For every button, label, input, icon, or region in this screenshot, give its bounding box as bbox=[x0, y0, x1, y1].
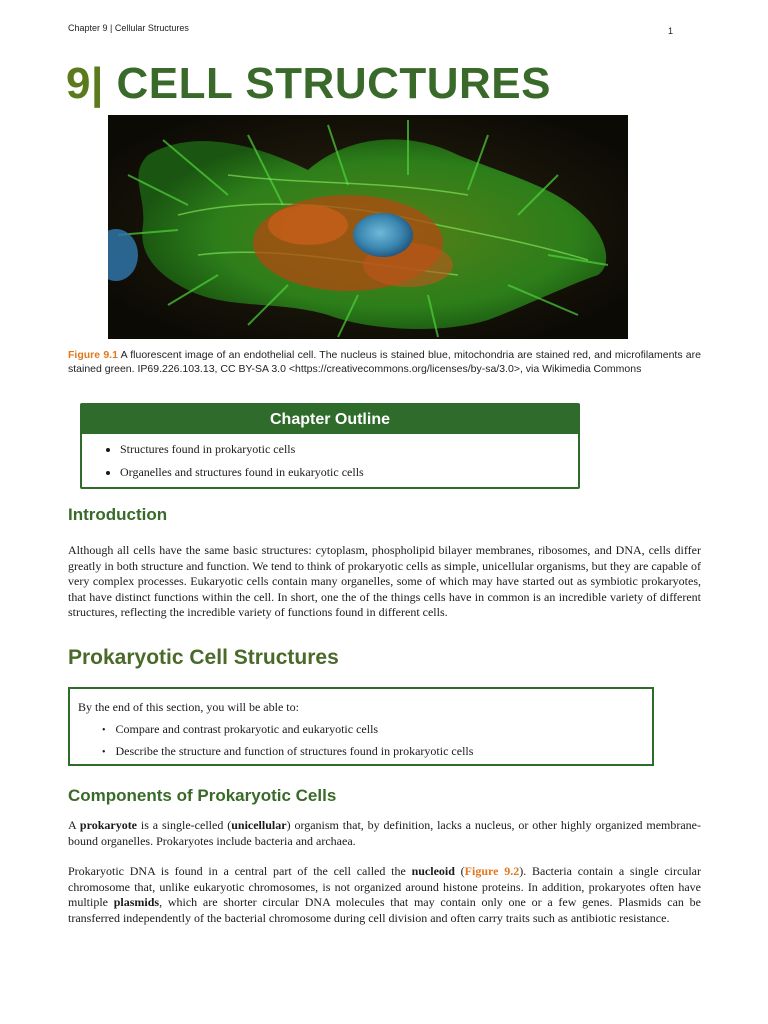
components-heading: Components of Prokaryotic Cells bbox=[68, 786, 337, 805]
prokaryotic-section-heading: Prokaryotic Cell Structures bbox=[68, 646, 339, 669]
text-run: , which are shorter circular DNA molecules that may contain only one or a few genes. Plasmids can be transferred independently of the bacterial chromosome during cell division and often carry traits such as antibiotic resistance. bbox=[68, 895, 702, 925]
figure-caption bbox=[68, 349, 701, 376]
objective-item: • Describe the structure and function of structures found in prokaryotic cells bbox=[102, 741, 652, 763]
figure-caption-text: A fluorescent image of an endothelial cell. The nucleus is stained blue, mitochondria are stained red, and microfilaments are stained green. IP69.226.103.13, CC BY-SA 3.0 <https://creativecommons.org/licenses/by-sa/3.0>, via Wikimedia Commons bbox=[68, 349, 701, 375]
text-run: Prokaryotic DNA is found in a central part of the cell called the bbox=[68, 864, 412, 878]
fluorescent-cell-image bbox=[108, 115, 628, 339]
term-nucleoid: nucleoid bbox=[411, 864, 455, 878]
outline-item: • Structures found in prokaryotic cells bbox=[120, 438, 578, 461]
text-run: ) organism that, by definition, lacks a nucleus, or other highly organized membrane-bound organelles. Prokaryotes include bacteria and archaea. bbox=[68, 818, 702, 848]
outline-item: • Organelles and structures found in eukaryotic cells bbox=[120, 461, 578, 484]
text-run: A bbox=[68, 818, 80, 832]
chapter-title-text: CELL STRUCTURES bbox=[116, 59, 551, 108]
objective-item: • Compare and contrast prokaryotic and eukaryotic cells bbox=[102, 719, 652, 741]
term-prokaryote: prokaryote bbox=[79, 818, 138, 832]
text-run: is a single-celled ( bbox=[137, 818, 232, 832]
objectives-list bbox=[78, 719, 652, 763]
learning-objectives-box bbox=[68, 687, 654, 766]
prokaryote-paragraph bbox=[68, 818, 701, 849]
text-run: ). Bacteria contain a single circular chromosome that, unlike eukaryotic chromosomes, is not organized around histone proteins. In addition, prokaryotes often have multiple bbox=[68, 864, 701, 909]
page-number: 1 bbox=[668, 26, 674, 36]
running-header: Chapter 9 | Cellular Structures bbox=[68, 23, 189, 33]
chapter-title bbox=[66, 56, 551, 112]
figure-label: Figure 9.1 bbox=[68, 349, 118, 361]
chapter-number: 9| bbox=[66, 59, 104, 108]
chapter-outline-box bbox=[80, 403, 580, 489]
nucleoid-paragraph bbox=[68, 864, 701, 926]
term-plasmids: plasmids bbox=[113, 895, 160, 909]
chapter-outline-heading: Chapter Outline bbox=[82, 405, 578, 434]
text-run: ( bbox=[454, 864, 465, 878]
chapter-outline-list bbox=[82, 434, 578, 484]
term-unicellular: unicellular bbox=[231, 818, 287, 832]
figure-9-2-link[interactable]: Figure 9.2 bbox=[464, 864, 520, 878]
introduction-heading: Introduction bbox=[68, 505, 168, 524]
introduction-paragraph: Although all cells have the same basic structures: cytoplasm, phospholipid bilayer membranes, ribosomes, and DNA, cells differ greatly in both structure and function. We tend to think of prokaryotic cells as simple, unicellular organisms, but they are capable of very complex processes. Eukaryotic cells contain many organelles, some of which may have started out as symbiotic prokaryotes, that have distinct functions within the cell. In short, one the of the things cells have in common is an incredible variety of different structures, reflecting the incredible variety of functions found in different cells. bbox=[68, 543, 701, 619]
objectives-intro: By the end of this section, you will be able to: bbox=[78, 700, 299, 714]
